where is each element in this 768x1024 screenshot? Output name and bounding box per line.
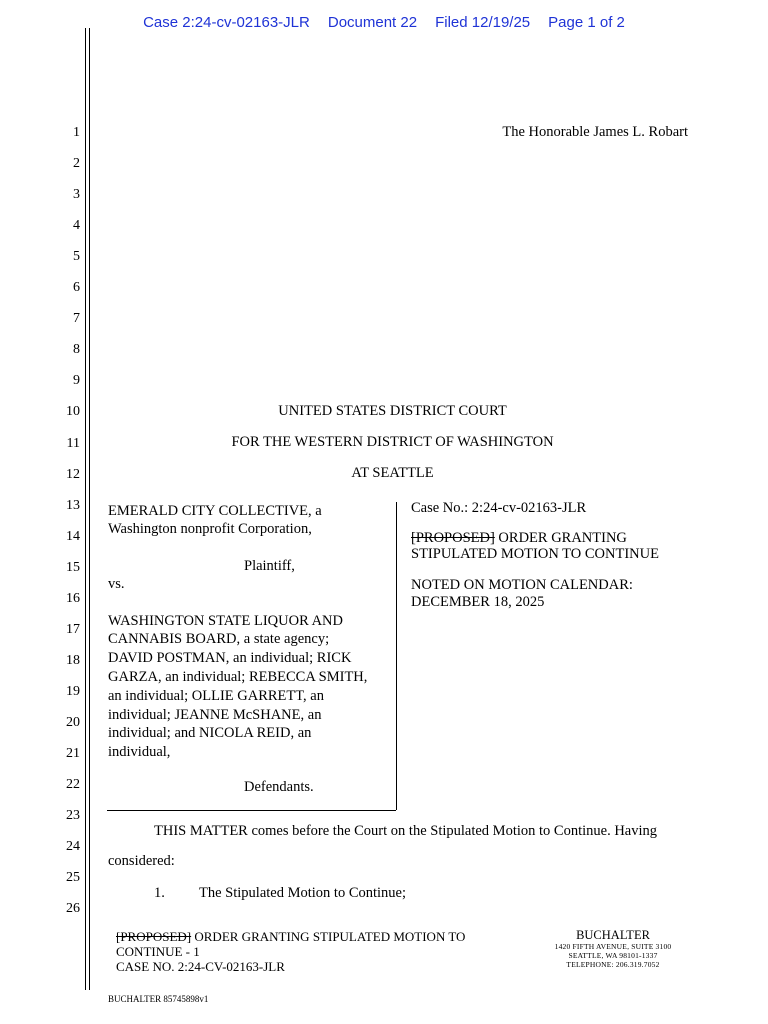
line-number: 16 (66, 590, 80, 606)
footer-title-text: ORDER GRANTING STIPULATED MOTION TO (191, 929, 466, 944)
plaintiff-label: Plaintiff, (244, 558, 295, 574)
plaintiff-line: EMERALD CITY COLLECTIVE, a (108, 503, 322, 519)
line-number: 8 (73, 342, 80, 358)
court-name: UNITED STATES DISTRICT COURT (278, 403, 507, 419)
defendant-line: WASHINGTON STATE LIQUOR AND (108, 613, 343, 629)
caption-bottom-rule (107, 810, 396, 811)
header-document: Document 22 (327, 14, 418, 31)
defendant-label: Defendants. (244, 779, 314, 795)
line-number: 22 (66, 777, 80, 793)
document-title-line2: STIPULATED MOTION TO CONTINUE (411, 546, 659, 562)
margin-rule-left-inner (89, 28, 90, 990)
line-number: 25 (66, 870, 80, 886)
list-number: 1. (154, 885, 165, 901)
header-case: Case 2:24-cv-02163-JLR (143, 14, 310, 31)
line-number: 4 (73, 218, 80, 234)
document-id: BUCHALTER 85745898v1 (108, 994, 209, 1004)
line-number: 11 (66, 435, 80, 451)
line-number: 21 (66, 746, 80, 761)
header-page: Page 1 of 2 (548, 14, 625, 31)
plaintiff-line: Washington nonprofit Corporation, (108, 521, 312, 537)
line-number: 20 (66, 714, 80, 730)
noting-date: DECEMBER 18, 2025 (411, 594, 545, 610)
body-paragraph: THIS MATTER comes before the Court on the Stipulated Motion to Continue. Having (154, 823, 658, 839)
line-number: 24 (66, 839, 80, 855)
firm-block (548, 929, 678, 969)
line-number: 7 (73, 311, 80, 327)
defendant-line: an individual; OLLIE GARRETT, an (108, 688, 324, 704)
versus: vs. (108, 576, 125, 592)
line-number: 1 (73, 125, 80, 140)
proposed-strike: [PROPOSED] (411, 530, 495, 546)
defendant-line: DAVID POSTMAN, an individual; RICK (108, 650, 352, 666)
line-number: 6 (73, 280, 80, 296)
line-number: 3 (73, 187, 80, 203)
line-number: 17 (66, 621, 80, 637)
line-number: 18 (66, 652, 80, 668)
document-title-text: ORDER GRANTING (494, 530, 627, 546)
line-number: 23 (66, 808, 80, 824)
firm-address: 1420 FIFTH AVENUE, SUITE 3100 (554, 942, 672, 951)
line-number: 13 (66, 497, 80, 513)
line-number: 15 (66, 559, 80, 575)
line-number: 14 (66, 528, 80, 544)
footer-title-line2: CONTINUE - 1 (116, 944, 200, 959)
firm-city: SEATTLE, WA 98101-1337 (568, 951, 658, 960)
defendant-line: individual, (108, 744, 171, 760)
line-number: 12 (66, 466, 80, 482)
body-paragraph-cont: considered: (108, 853, 175, 869)
firm-phone: TELEPHONE: 206.319.7052 (566, 960, 660, 969)
court-location: AT SEATTLE (351, 465, 434, 481)
footer-case-number: CASE NO. 2:24-CV-02163-JLR (116, 959, 285, 974)
margin-rule-left-outer (85, 28, 86, 990)
list-item: The Stipulated Motion to Continue; (199, 885, 407, 901)
defendant-line: individual; JEANNE McSHANE, an (108, 707, 322, 723)
court-district: FOR THE WESTERN DISTRICT OF WASHINGTON (231, 434, 554, 450)
ecf-header (0, 14, 768, 31)
defendant-line: individual; and NICOLA REID, an (108, 725, 312, 741)
footer-title (116, 929, 465, 974)
caption-divider (396, 502, 397, 810)
footer-proposed-strike: [PROPOSED] (116, 929, 192, 944)
footer-title-line1 (116, 929, 465, 944)
line-number: 26 (66, 901, 80, 917)
firm-name: BUCHALTER (576, 928, 650, 942)
judge-name: The Honorable James L. Robart (502, 124, 688, 140)
case-number: Case No.: 2:24-cv-02163-JLR (411, 500, 587, 516)
line-number: 9 (73, 373, 80, 389)
noted-on-calendar: NOTED ON MOTION CALENDAR: (411, 577, 633, 593)
line-number: 2 (73, 156, 80, 172)
line-number: 19 (66, 683, 80, 699)
header-filed: Filed 12/19/25 (435, 14, 531, 31)
defendant-line: CANNABIS BOARD, a state agency; (108, 631, 330, 647)
line-number: 5 (73, 249, 80, 265)
defendant-line: GARZA, an individual; REBECCA SMITH, (108, 669, 368, 685)
line-number: 10 (66, 404, 80, 420)
